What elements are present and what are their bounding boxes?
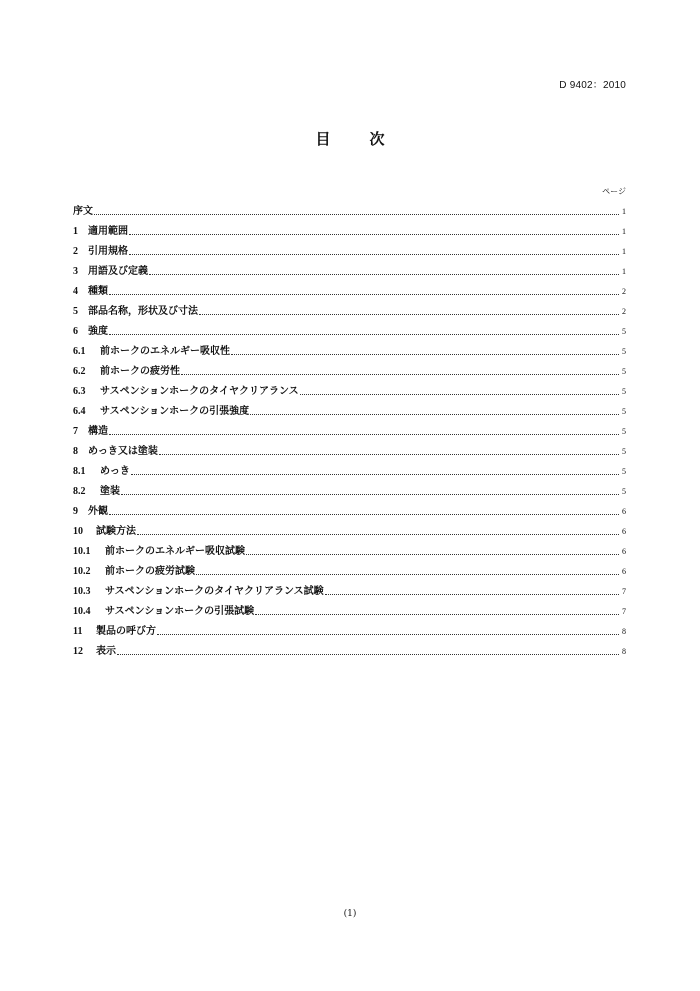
toc-entry-title: サスペンションホークの引張試験: [105, 606, 255, 617]
toc-entry-title: 適用範囲: [88, 226, 128, 237]
toc-entry[interactable]: [73, 418, 626, 438]
toc-entry[interactable]: [73, 578, 626, 598]
toc-entry-title: 前ホークの疲労試験: [105, 566, 195, 577]
toc-entry-page: 5: [622, 487, 626, 496]
dot-leader: [246, 553, 619, 555]
toc-entry-page: 6: [622, 547, 626, 556]
dot-leader: [94, 213, 619, 215]
toc-entry-number: 10: [73, 526, 83, 537]
toc-entry-page: 1: [622, 227, 626, 236]
toc-entry-number: 6.1: [73, 346, 86, 357]
dot-leader: [159, 453, 619, 455]
toc-entry-title: 表示: [96, 646, 116, 657]
dot-leader: [250, 413, 619, 415]
toc-entry-title: 前ホークの疲労性: [100, 366, 180, 377]
page-column-label: ページ: [602, 187, 626, 196]
toc-entry-page: 1: [622, 267, 626, 276]
toc-entry-number: 8.2: [73, 486, 86, 497]
toc-entry[interactable]: [73, 558, 626, 578]
page-number: (1): [343, 909, 357, 919]
toc-entry[interactable]: [73, 198, 626, 218]
toc-entry-page: 7: [622, 607, 626, 616]
toc-entry-number: 10.2: [73, 566, 91, 577]
toc-entry-page: 5: [622, 427, 626, 436]
toc-entry-number: 7: [73, 426, 78, 437]
dot-leader: [157, 633, 619, 635]
toc-entry-number: 6.2: [73, 366, 86, 377]
dot-leader: [131, 473, 619, 475]
toc-entry-number: 3: [73, 266, 78, 277]
dot-leader: [181, 373, 619, 375]
dot-leader: [231, 353, 619, 355]
toc-entry-number: 10.3: [73, 586, 91, 597]
toc-entry-title: 試験方法: [96, 526, 136, 537]
toc-entry-title: 強度: [88, 326, 108, 337]
toc-entry-title: サスペンションホークのタイヤクリアランス試験: [105, 586, 324, 597]
toc-entry-number: 8.1: [73, 466, 86, 477]
toc-entry-page: 5: [622, 347, 626, 356]
toc-entry-number: 10.1: [73, 546, 91, 557]
dot-leader: [325, 593, 619, 595]
toc-entry[interactable]: [73, 358, 626, 378]
toc-entry-title: 外観: [88, 506, 108, 517]
toc-entry-page: 5: [622, 387, 626, 396]
toc-entry[interactable]: [73, 538, 626, 558]
toc-entry[interactable]: [73, 318, 626, 338]
toc-entry-page: 6: [622, 507, 626, 516]
toc-entry[interactable]: [73, 438, 626, 458]
toc-entry-title: 序文: [73, 206, 93, 217]
toc-entry-number: 5: [73, 306, 78, 317]
toc-entry-page: 7: [622, 587, 626, 596]
toc-entry[interactable]: [73, 378, 626, 398]
toc-entry[interactable]: [73, 618, 626, 638]
dot-leader: [129, 233, 619, 235]
dot-leader: [109, 333, 619, 335]
toc-entry-number: 10.4: [73, 606, 91, 617]
toc-entry-title: 前ホークのエネルギー吸収性: [100, 346, 230, 357]
toc-entry-page: 8: [622, 647, 626, 656]
dot-leader: [121, 493, 619, 495]
toc-entry-page: 1: [622, 247, 626, 256]
dot-leader: [109, 433, 619, 435]
toc-entry-page: 6: [622, 567, 626, 576]
toc-entry-title: 前ホークのエネルギー吸収試験: [105, 546, 245, 557]
toc-entry-title: サスペンションホークの引張強度: [100, 406, 250, 417]
toc-entry[interactable]: [73, 518, 626, 538]
toc-entry[interactable]: [73, 218, 626, 238]
dot-leader: [255, 613, 619, 615]
toc-entry-page: 2: [622, 287, 626, 296]
page-title: 目 次: [315, 130, 397, 148]
toc-entry-page: 5: [622, 407, 626, 416]
toc-entry-number: 6.4: [73, 406, 86, 417]
toc-entry-number: 6: [73, 326, 78, 337]
toc-entry-number: 11: [73, 626, 83, 637]
toc-entry[interactable]: [73, 598, 626, 618]
table-of-contents: [73, 198, 626, 658]
toc-entry[interactable]: [73, 498, 626, 518]
dot-leader: [137, 533, 619, 535]
document-number: D 9402：2010: [559, 80, 626, 91]
toc-entry-number: 1: [73, 226, 78, 237]
dot-leader: [117, 653, 619, 655]
toc-entry[interactable]: [73, 238, 626, 258]
toc-entry-title: 製品の呼び方: [96, 626, 156, 637]
dot-leader: [129, 253, 619, 255]
toc-entry-page: 8: [622, 627, 626, 636]
toc-entry-page: 2: [622, 307, 626, 316]
toc-entry-number: 12: [73, 646, 83, 657]
toc-entry-page: 6: [622, 527, 626, 536]
toc-entry-number: 4: [73, 286, 78, 297]
toc-entry[interactable]: [73, 398, 626, 418]
dot-leader: [196, 573, 619, 575]
dot-leader: [149, 273, 619, 275]
toc-entry[interactable]: [73, 278, 626, 298]
toc-entry[interactable]: [73, 298, 626, 318]
toc-entry-page: 5: [622, 467, 626, 476]
toc-entry-title: 引用規格: [88, 246, 128, 257]
toc-entry-title: 部品名称，形状及び寸法: [88, 306, 198, 317]
dot-leader: [199, 313, 619, 315]
dot-leader: [109, 293, 619, 295]
toc-entry[interactable]: [73, 458, 626, 478]
toc-entry-page: 5: [622, 447, 626, 456]
toc-entry-title: 塗装: [100, 486, 120, 497]
toc-entry[interactable]: [73, 638, 626, 658]
toc-entry-title: めっき: [100, 466, 130, 477]
toc-entry-number: 2: [73, 246, 78, 257]
dot-leader: [109, 513, 619, 515]
toc-entry-title: 種類: [88, 286, 108, 297]
toc-entry-title: 構造: [88, 426, 108, 437]
toc-entry-number: 9: [73, 506, 78, 517]
toc-entry[interactable]: [73, 338, 626, 358]
dot-leader: [300, 393, 619, 395]
toc-entry-title: 用語及び定義: [88, 266, 148, 277]
toc-entry-number: 8: [73, 446, 78, 457]
toc-entry-title: めっき又は塗装: [88, 446, 158, 457]
toc-entry-page: 5: [622, 327, 626, 336]
toc-entry-page: 5: [622, 367, 626, 376]
toc-entry[interactable]: [73, 258, 626, 278]
toc-entry[interactable]: [73, 478, 626, 498]
toc-entry-title: サスペンションホークのタイヤクリアランス: [100, 386, 299, 397]
toc-entry-number: 6.3: [73, 386, 86, 397]
toc-entry-page: 1: [622, 207, 626, 216]
